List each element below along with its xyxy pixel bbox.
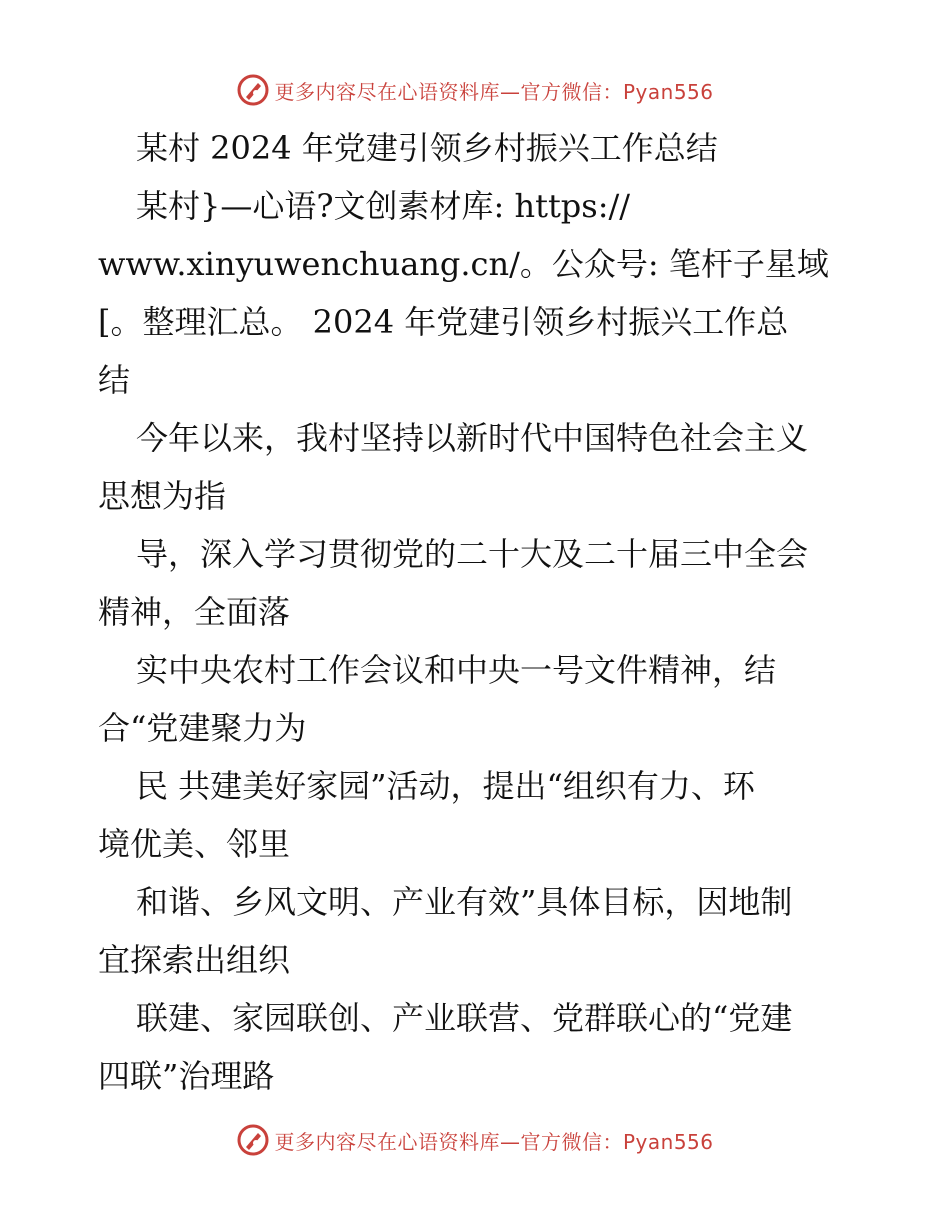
text-line: 境优美、邻里	[98, 825, 291, 863]
header-watermark	[0, 70, 950, 110]
text-line: 结	[98, 361, 131, 399]
pen-logo-icon	[236, 1123, 270, 1157]
text-line: 精神，全面落	[98, 593, 291, 631]
watermark-dash: —	[499, 79, 521, 104]
footer-watermark	[0, 1120, 950, 1160]
text-line: 今年以来，我村坚持以新时代中国特色社会主义	[136, 419, 809, 457]
pen-logo-icon	[236, 73, 270, 107]
text-line: 四联”治理路	[98, 1057, 275, 1095]
text-line: 实中央农村工作会议和中央一号文件精神，结	[136, 651, 777, 689]
watermark-account: Pyan556	[622, 1129, 714, 1154]
text-line: 和谐、乡风文明、产业有效”具体目标，因地制	[136, 883, 793, 921]
text-line: 导，深入学习贯彻党的二十大及二十届三中全会	[136, 535, 809, 573]
text-line: 宜探索出组织	[98, 941, 291, 979]
text-line: 民 共建美好家园”活动，提出“组织有力、环	[136, 767, 755, 805]
watermark-main: 更多内容尽在心语资料库	[274, 1129, 500, 1154]
watermark-dash: —	[499, 1129, 521, 1154]
text-line: 思想为指	[98, 477, 227, 515]
text-line: [。整理汇总。 2024 年党建引领乡村振兴工作总	[98, 303, 789, 341]
watermark-main: 更多内容尽在心语资料库	[274, 79, 500, 104]
watermark-label: 官方微信：	[520, 79, 623, 104]
document-title: 某村 2024 年党建引领乡村振兴工作总结	[136, 129, 718, 167]
text-line: 联建、家园联创、产业联营、党群联心的“党建	[136, 999, 793, 1037]
text-line: www.xinyuwenchuang.cn/。公众号: 笔杆子星域	[98, 245, 829, 283]
text-line: 合“党建聚力为	[98, 709, 307, 747]
text-line: 某村}—心语?文创素材库: https://	[136, 187, 631, 225]
watermark-account: Pyan556	[622, 79, 714, 104]
watermark-label: 官方微信：	[520, 1129, 623, 1154]
